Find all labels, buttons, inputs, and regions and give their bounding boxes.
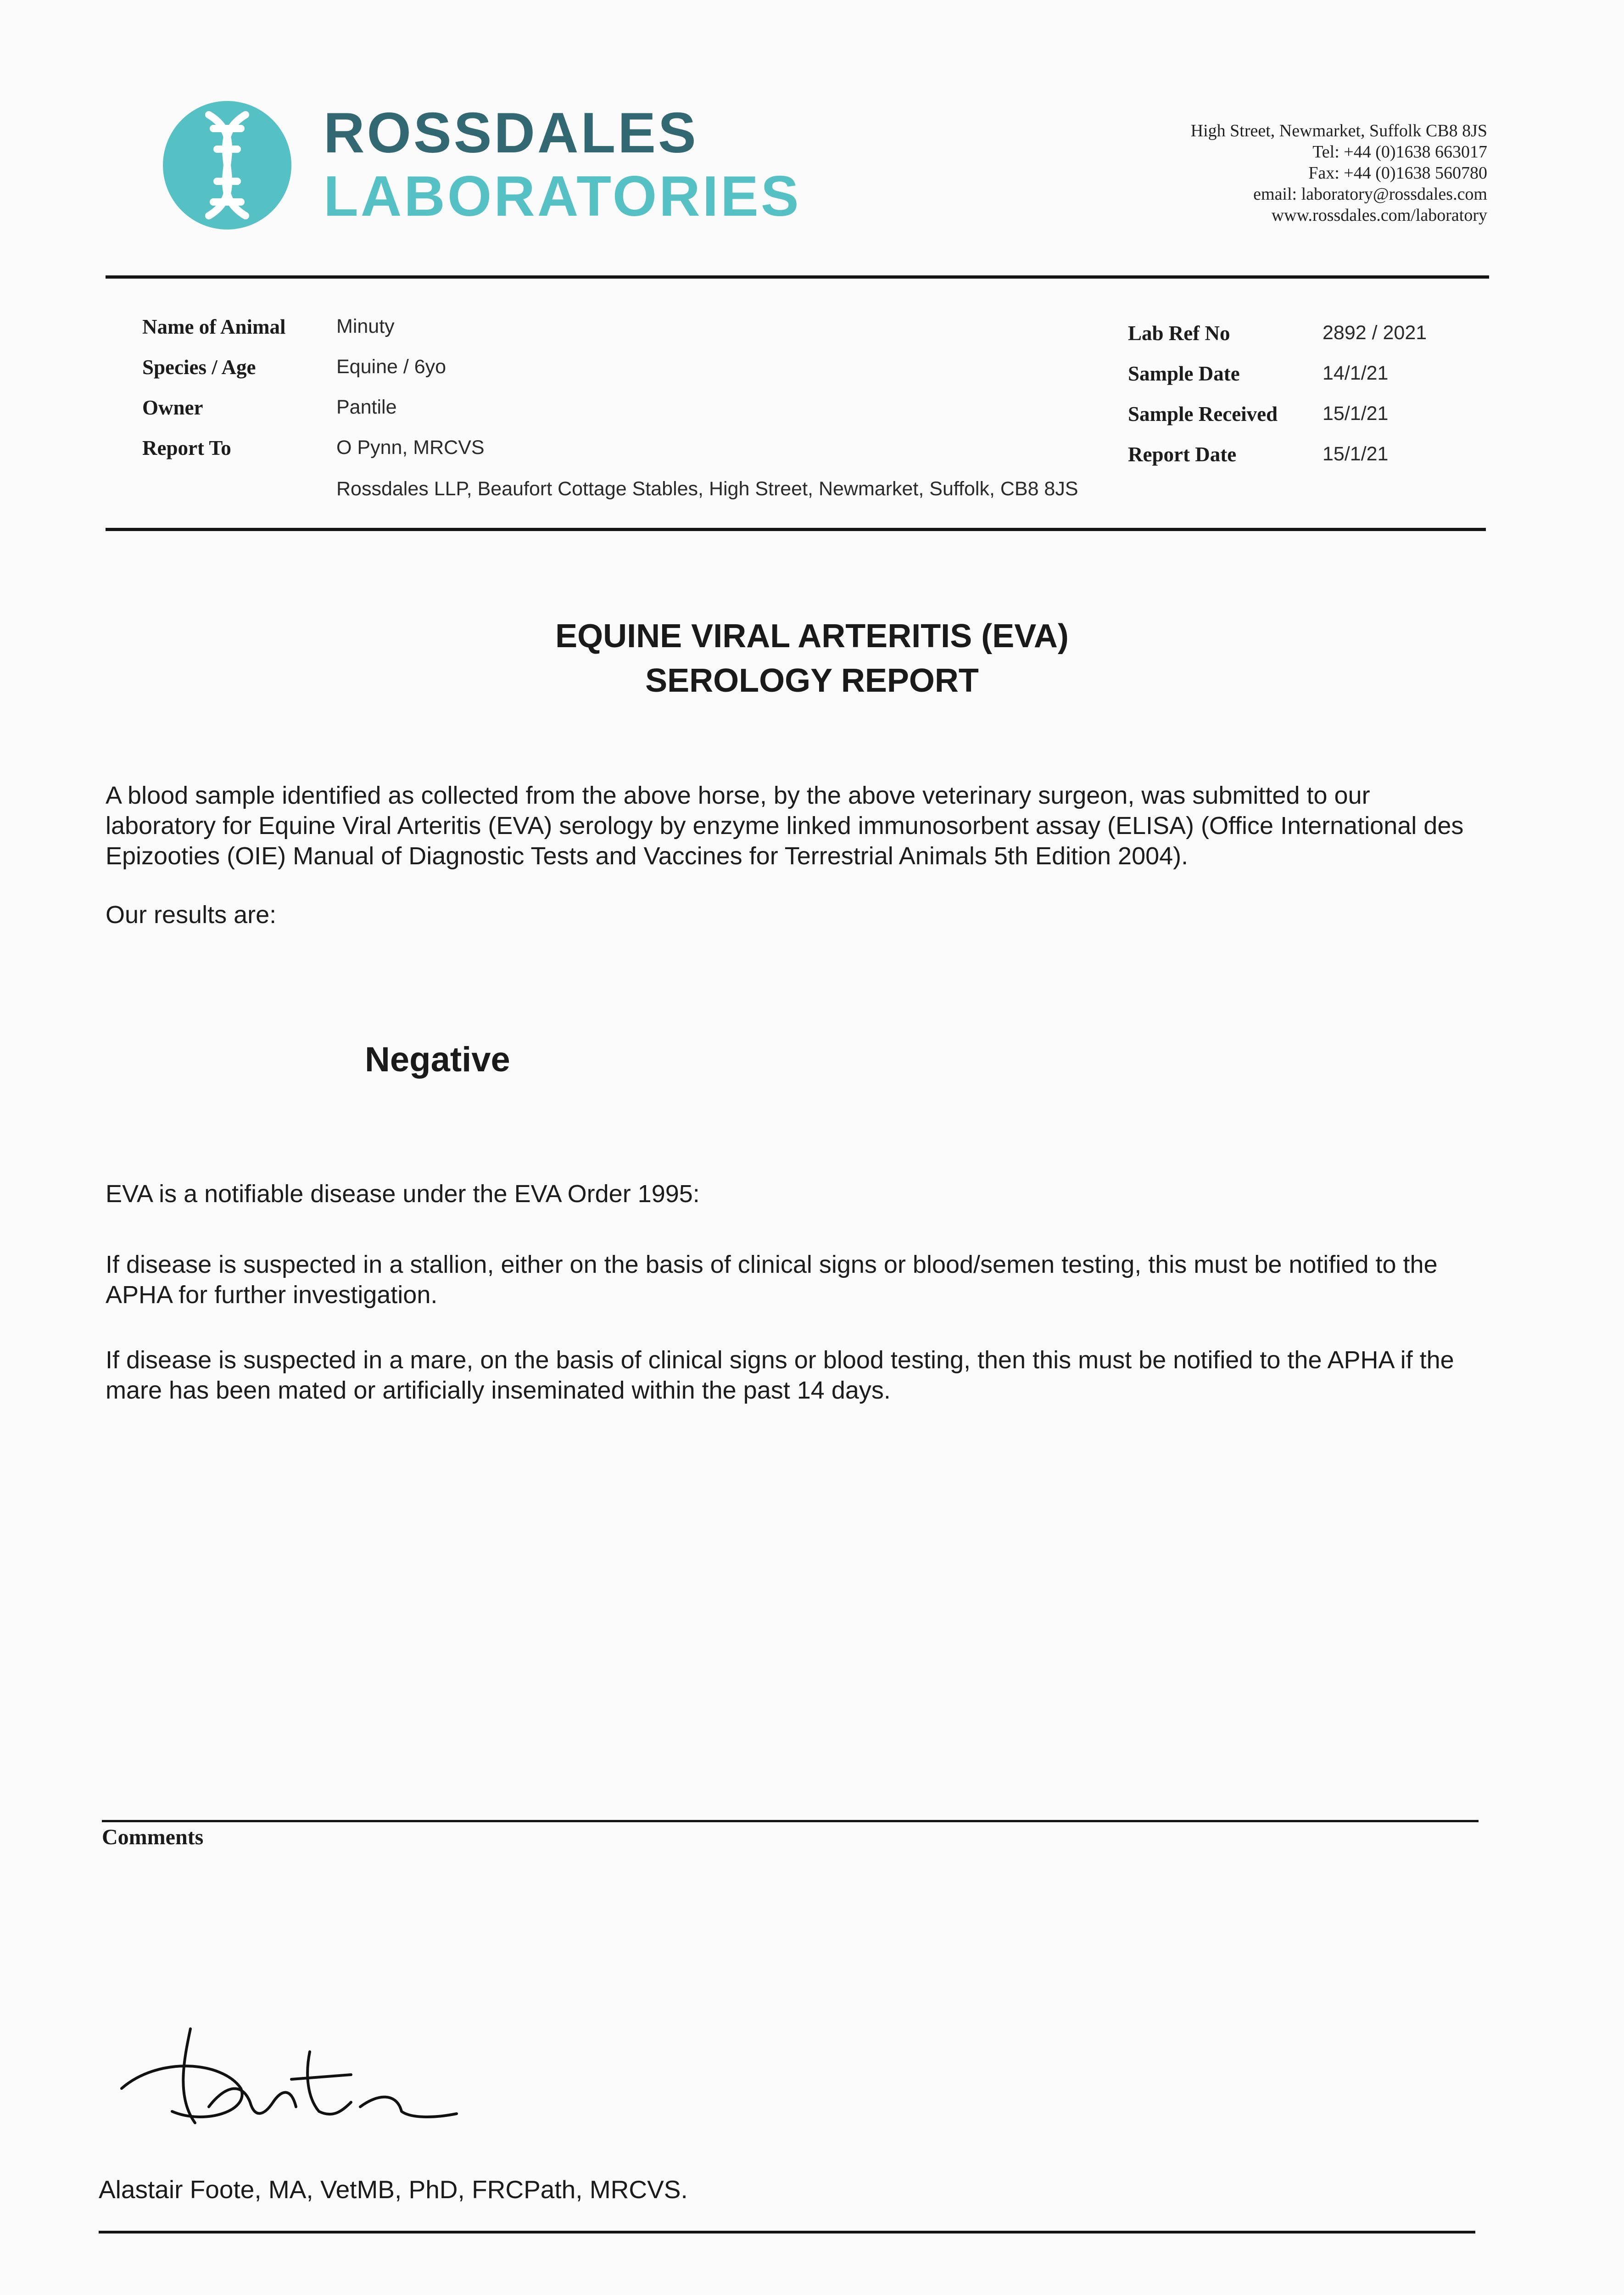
address-line: High Street, Newmarket, Suffolk CB8 8JS [1190, 121, 1487, 140]
species-age-value: Equine / 6yo [336, 356, 446, 378]
report-to-value: O Pynn, MRCVS [336, 437, 485, 459]
logo-dna-icon [163, 101, 291, 230]
address-fax: Fax: +44 (0)1638 560780 [1308, 163, 1487, 183]
footer-divider [99, 2231, 1475, 2233]
address-phone: Tel: +44 (0)1638 663017 [1312, 142, 1487, 162]
owner-value: Pantile [336, 396, 397, 418]
stallion-note: If disease is suspected in a stallion, either on the basis of clinical signs or blood/semen testing, this must be notified to the APHA for further investigation. [106, 1251, 1438, 1309]
details-divider [106, 528, 1486, 531]
address-email: email: laboratory@rossdales.com [1253, 185, 1487, 204]
owner-label: Owner [142, 396, 203, 419]
report-title: EQUINE VIRAL ARTERITIS (EVA) [555, 618, 1069, 655]
sample-date-label: Sample Date [1128, 362, 1240, 385]
header-divider [106, 275, 1489, 279]
report-subtitle: SEROLOGY REPORT [645, 662, 979, 699]
report-date-label: Report Date [1128, 443, 1237, 466]
intro-paragraph: A blood sample identified as collected from the above horse, by the above veterinary surgeon, was submitted to our laboratory for Equine Viral Arteritis (EVA) serology by enzyme linked immunosorbent assay (ELISA) (Office International des Epizooties (OIE) Manual of Diagnostic Tests and Vaccines for Terrestrial Animals 5th Edition 2004). [106, 782, 1464, 870]
signatory-name: Alastair Foote, MA, VetMB, PhD, FRCPath, MRCVS. [99, 2175, 688, 2204]
animal-name-value: Minuty [336, 315, 395, 337]
notifiable-note: EVA is a notifiable disease under the EVA Order 1995: [106, 1180, 700, 1208]
sample-received-value: 15/1/21 [1323, 403, 1389, 425]
brand-subtitle: LABORATORIES [324, 165, 801, 228]
results-label: Our results are: [106, 901, 277, 929]
lab-address [1191, 120, 1487, 226]
comments-divider [102, 1820, 1479, 1822]
address-website: www.rossdales.com/laboratory [1271, 206, 1487, 225]
report-date-value: 15/1/21 [1323, 443, 1389, 465]
lab-ref-value: 2892 / 2021 [1323, 322, 1427, 344]
animal-name-label: Name of Animal [142, 315, 286, 338]
result-value: Negative [365, 1040, 510, 1079]
comments-label: Comments [102, 1825, 204, 1849]
mare-note: If disease is suspected in a mare, on the basis of clinical signs or blood testing, then this must be notified to the APHA if the mare has been mated or artificially inseminated within the past 14 days. [106, 1346, 1454, 1404]
report-to-label: Report To [142, 437, 231, 459]
sample-received-label: Sample Received [1128, 403, 1278, 425]
brand-name: ROSSDALES [324, 101, 698, 165]
species-age-label: Species / Age [142, 356, 256, 379]
sample-date-value: 14/1/21 [1323, 362, 1389, 384]
report-to-address: Rossdales LLP, Beaufort Cottage Stables, High Street, Newmarket, Suffolk, CB8 8JS [336, 478, 1078, 500]
lab-ref-label: Lab Ref No [1128, 322, 1230, 345]
signature [103, 2020, 470, 2139]
